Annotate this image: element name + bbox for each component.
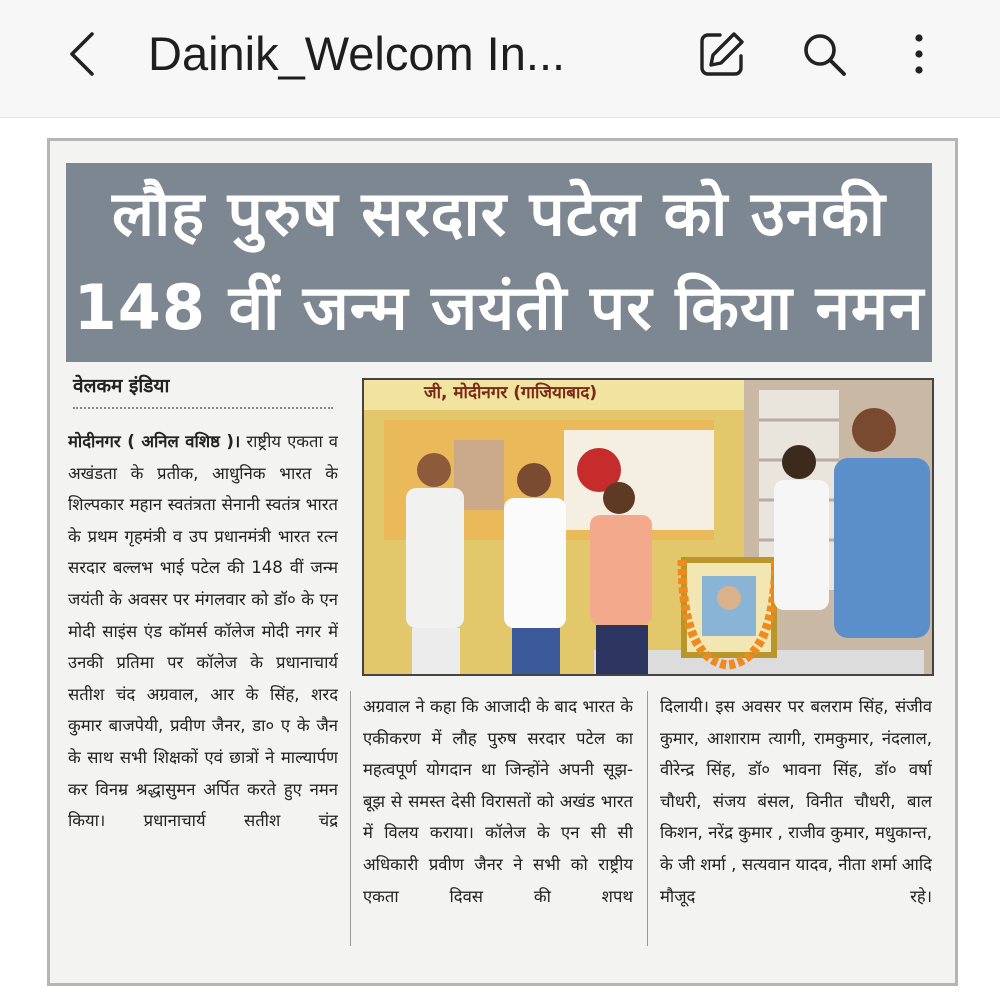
article-dateline: मोदीनगर ( अनिल वशिष्ठ )। (68, 432, 241, 451)
back-arrow-icon (58, 28, 110, 80)
more-vertical-icon (893, 28, 945, 80)
more-options-button[interactable] (893, 28, 945, 80)
edit-button[interactable] (696, 28, 748, 80)
headline-line-2: 148 वीं जन्म जयंती पर किया नमन (73, 271, 925, 344)
article-column-3-text: दिलायी। इस अवसर पर बलराम सिंह, संजीव कुमार, आशाराम त्यागी, रामकुमार, नंदलाल, वीरेन्द्र सिंह, डॉ० भावना सिंह, डॉ० वर्षा चौधरी, संजय बंसल, विनीत चौधरी, बाल किशन, नरेंद्र कुमार , राजीव कुमार, मधुकान्त, के जी शर्मा , सत्यवान यादव, नीता शर्मा आदि मौजूद रहे। (660, 697, 932, 906)
search-icon (798, 28, 850, 80)
event-photo (362, 378, 934, 676)
app-header (0, 0, 1000, 118)
article-column-1-text: राष्ट्रीय एकता व अखंडता के प्रतीक, आधुनिक भारत के शिल्पकार महान स्वतंत्रता सेनानी स्वतंत्र भारत के प्रथम गृहमंत्री व उप प्रधानमंत्री भारत रत्न सरदार बल्लभ भाई पटेल की 148 वीं जन्म जयंती के अवसर पर मंगलवार को डॉ० के एन मोदी साइंस एंड कॉमर्स कॉलेज मोदी नगर में उनकी प्रतिमा पर कॉलेज के प्रधानाचार्य सतीश चंद अग्रवाल, आर के सिंह, शरद कुमार बाजपेयी, प्रवीण जैनर, डा० ए के जैन के साथ सभी शिक्षकों एवं छात्रों ने माल्यार्पण कर विनम्र श्रद्धासुमन अर्पित करते हुए नमन किया। प्रधानाचार्य सतीश चंद्र (68, 432, 338, 831)
article-column-2 (363, 691, 633, 946)
article-column-2-text: अग्रवाल ने कहा कि आजादी के बाद भारत के एकीकरण में लौह पुरुष सरदार पटेल का महत्वपूर्ण योगदान था जिन्होंने अपनी सूझ-बूझ से समस्त देसी विरासतों को अखंड भारत में विलय कराया। कॉलेज के एन सी सी अधिकारी प्रवीण जैनर ने सभी को राष्ट्रीय एकता दिवस की शपथ (363, 697, 633, 906)
column-divider (647, 691, 648, 946)
headline-line-1: लौह पुरुष सरदार पटेल को उनकी (112, 177, 886, 250)
edit-icon (696, 28, 748, 80)
column-divider (350, 691, 351, 946)
news-source: वेलकम इंडिया (73, 375, 170, 397)
article-column-1 (68, 426, 338, 946)
newspaper-clipping-image[interactable] (47, 138, 958, 986)
search-button[interactable] (798, 28, 850, 80)
back-button[interactable] (58, 28, 110, 80)
photo-illustration (364, 380, 932, 674)
dotted-divider (73, 407, 333, 409)
article-column-3 (660, 691, 932, 946)
headline-banner (66, 163, 932, 362)
document-title: Dainik_Welcom In... (148, 27, 566, 80)
photo-banner-text: जी, मोदीनगर (गाजियाबाद) (424, 383, 598, 403)
